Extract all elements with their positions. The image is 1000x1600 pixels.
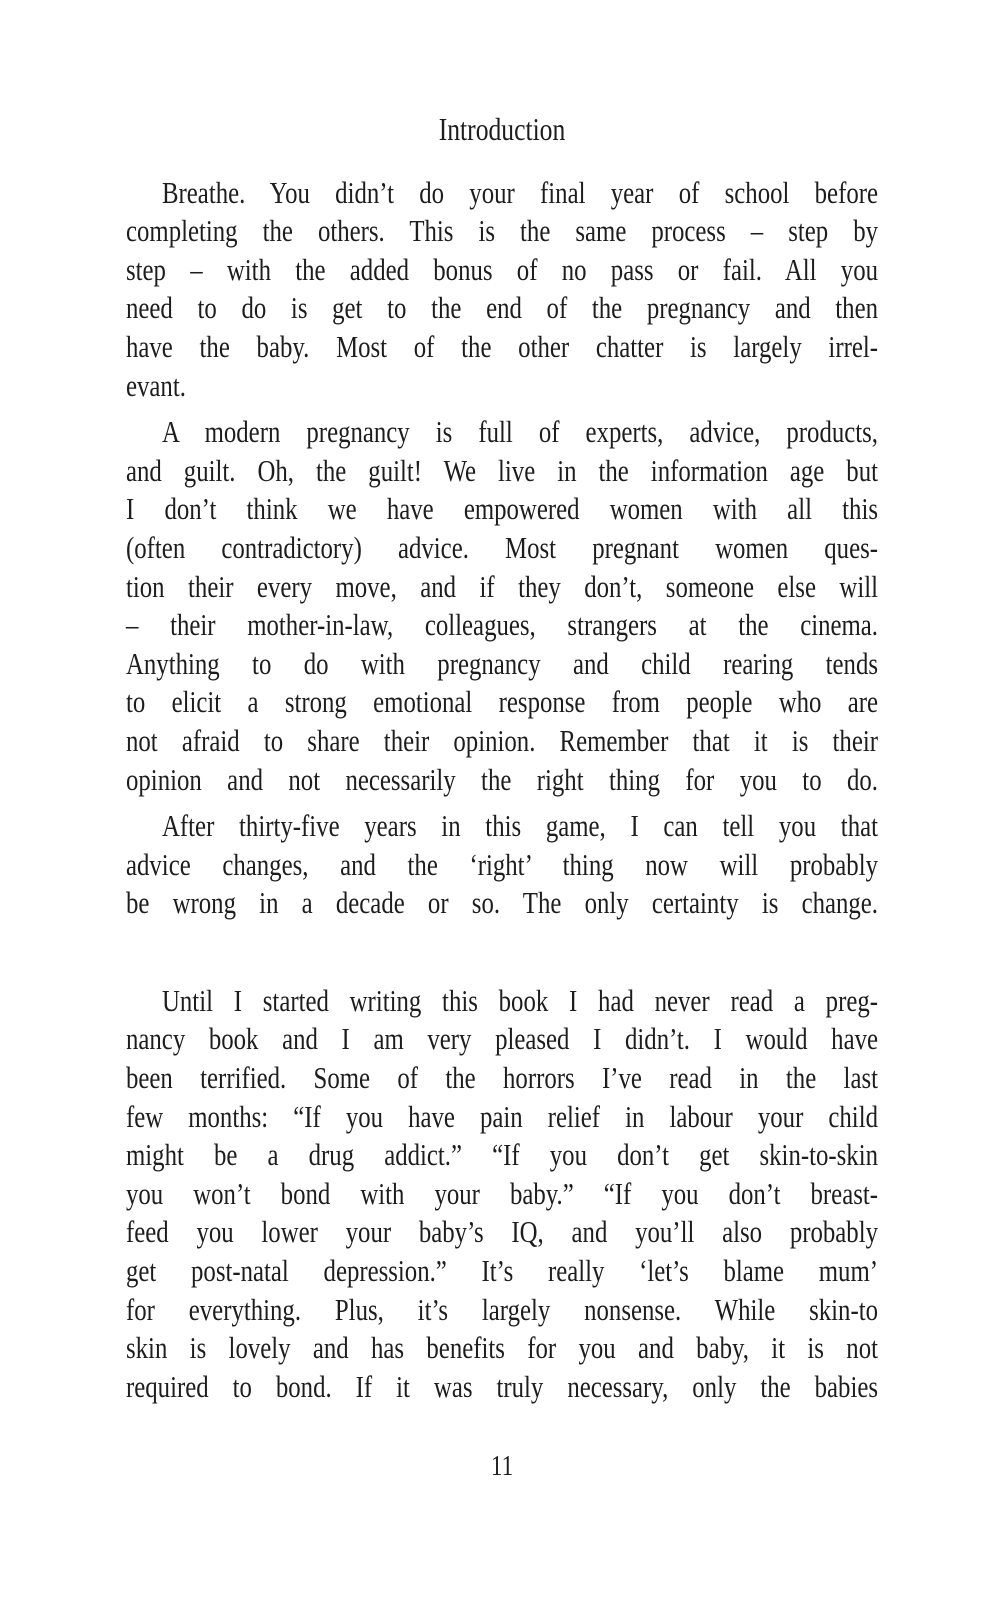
text-line: nancy book and I am very pleased I didn’t. I would have <box>126 1021 878 1057</box>
text-line: and guilt. Oh, the guilt! We live in the information age but <box>126 452 878 488</box>
paragraph <box>126 982 1000 1407</box>
text-line: After thirty-five years in this game, I can tell you that <box>162 808 878 844</box>
paragraph <box>126 174 1000 406</box>
text-line: step – with the added bonus of no pass or fail. All you <box>126 251 878 287</box>
text-line: to elicit a strong emotional response from people who are <box>126 684 878 720</box>
page-number: 11 <box>490 1450 514 1483</box>
chapter-title: Introduction <box>438 111 566 147</box>
text-line: required to bond. If it was truly necessary, only the babies <box>126 1368 878 1404</box>
text-line: be wrong in a decade or so. The only certainty is change. <box>126 885 878 921</box>
text-line: few months: “If you have pain relief in labour your child <box>126 1098 878 1134</box>
text-line: Until I started writing this book I had never read a preg- <box>162 982 878 1018</box>
text-line: – their mother-in-law, colleagues, strangers at the cinema. <box>126 607 878 643</box>
text-line: been terrified. Some of the horrors I’ve read in the last <box>126 1060 878 1096</box>
text-column <box>126 174 1000 1407</box>
text-line: advice changes, and the ‘right’ thing now will probably <box>126 846 878 882</box>
text-line: (often contradictory) advice. Most pregnant women ques- <box>126 529 878 565</box>
text-line: completing the others. This is the same process – step by <box>126 213 878 249</box>
text-line: get post-natal depression.” It’s really ‘let’s blame mum’ <box>126 1253 878 1289</box>
text-line: skin is lovely and has benefits for you and baby, it is not <box>126 1330 878 1366</box>
text-line: for everything. Plus, it’s largely nonsense. While skin-to <box>126 1291 878 1327</box>
text-line: evant. <box>126 367 186 403</box>
text-line: need to do is get to the end of the pregnancy and then <box>126 290 878 326</box>
text-line: opinion and not necessarily the right thing for you to do. <box>126 761 878 797</box>
text-line: Breathe. You didn’t do your final year of school before <box>162 174 878 210</box>
text-line: might be a drug addict.” “If you don’t get skin-to-skin <box>126 1137 878 1173</box>
text-line: I don’t think we have empowered women with all this <box>126 491 878 527</box>
text-line: A modern pregnancy is full of experts, advice, products, <box>162 414 878 450</box>
paragraph <box>126 413 1000 799</box>
chapter-title-wrap <box>126 110 1000 149</box>
paragraph <box>126 807 1000 923</box>
text-line: have the baby. Most of the other chatter is largely irrel- <box>126 328 878 364</box>
text-line: not afraid to share their opinion. Remember that it is their <box>126 722 878 758</box>
text-line: you won’t bond with your baby.” “If you don’t breast- <box>126 1175 878 1211</box>
text-line: tion their every move, and if they don’t, someone else will <box>126 568 878 604</box>
text-line: Anything to do with pregnancy and child rearing tends <box>126 645 878 681</box>
page-number-wrap <box>126 1447 1000 1486</box>
text-line: feed you lower your baby’s IQ, and you’ll also probably <box>126 1214 878 1250</box>
